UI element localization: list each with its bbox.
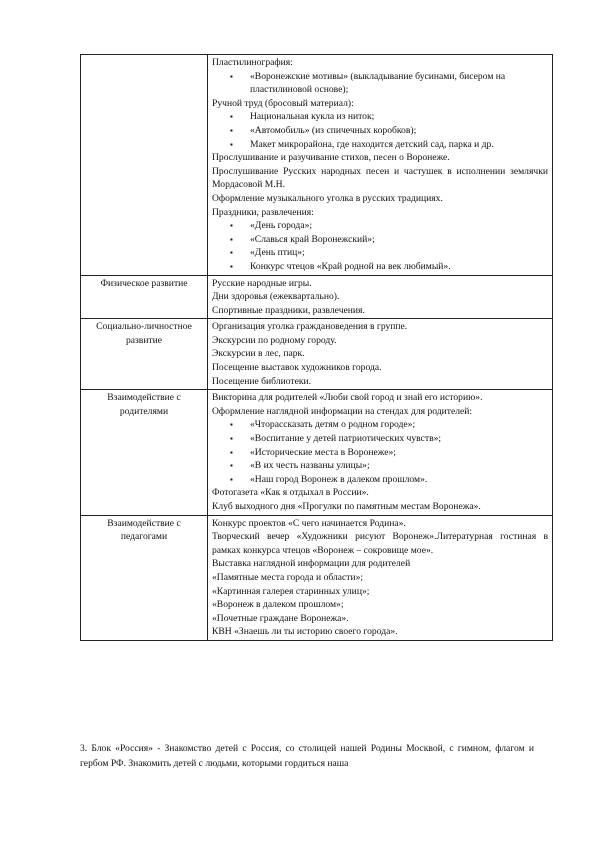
list-item bbox=[212, 246, 548, 260]
bullet-icon: ▪ bbox=[230, 112, 233, 122]
list-item bbox=[212, 70, 548, 97]
activity-line: Пластилинография: bbox=[212, 57, 293, 68]
section-label-cell bbox=[81, 319, 208, 390]
activity-line: Ручной труд (бросовый материал): bbox=[212, 97, 354, 109]
bullet-icon: ▪ bbox=[230, 261, 233, 271]
section-label-cell bbox=[81, 55, 208, 276]
activity-line: Викторина для родителей «Люби свой город и знай его историю». bbox=[212, 392, 483, 404]
section-label: Взаимодействие с педагогами bbox=[107, 517, 181, 543]
activity-line: Клуб выходного дня «Прогулки по памятным местам Воронежа». bbox=[212, 501, 481, 512]
list-item-text: Национальная кукла из ниток; bbox=[250, 111, 375, 123]
list-item-text: «День птиц»; bbox=[250, 247, 305, 259]
bullet-icon: ▪ bbox=[230, 221, 233, 231]
list-item bbox=[212, 233, 548, 247]
activity-line: Посещение библиотеки. bbox=[212, 375, 312, 387]
table-row bbox=[81, 55, 553, 276]
list-item-text: «Воронежские мотивы» (выкладывание бусинами, бисером на пластилиновой основе); bbox=[250, 70, 506, 96]
activity-line: Спортивные праздники, развлечения. bbox=[212, 304, 365, 316]
activities-cell bbox=[208, 55, 553, 276]
list-item bbox=[212, 110, 548, 124]
list-item-text: Конкурс чтецов «Край родной на век любимый». bbox=[250, 260, 451, 272]
list-item bbox=[212, 473, 548, 487]
bullet-icon: ▪ bbox=[230, 434, 233, 444]
activity-line: «Почетные граждане Воронежа». bbox=[212, 612, 349, 624]
section-label-cell bbox=[81, 275, 208, 319]
activity-line: Оформление музыкального уголка в русских традициях. bbox=[212, 192, 443, 204]
activity-line: Экскурсии по родному городу. bbox=[212, 334, 337, 346]
bullet-icon: ▪ bbox=[230, 474, 233, 484]
section-label-cell bbox=[81, 515, 208, 640]
list-item bbox=[212, 432, 548, 446]
activities-cell bbox=[208, 319, 553, 390]
list-item-text: «Автомобиль» (из спичечных коробков); bbox=[250, 124, 417, 136]
activity-line: КВН «Знаешь ли ты историю своего города». bbox=[212, 626, 398, 638]
bullet-icon: ▪ bbox=[230, 234, 233, 244]
list-item-text: «Чторассказать детям о родном городе»; bbox=[250, 419, 416, 431]
activity-line: Творческий вечер «Художники рисуют Воронеж».Литературная гостиная в рамках конкурса чтецов «Воронеж – сокровище мое». bbox=[212, 531, 548, 556]
list-item-text: Макет микрорайона, где находится детский сад, парка и др. bbox=[250, 138, 494, 150]
table-row bbox=[81, 515, 553, 640]
footer-paragraph: 3. Блок «Россия» - Знакомство детей с Россия, со столицей нашей Родины Москвой, с гимном, флагом и гербом РФ. Знакомить детей с людьми, которыми гордиться наша bbox=[80, 743, 534, 769]
bullet-icon: ▪ bbox=[230, 461, 233, 471]
bullet-icon: ▪ bbox=[230, 139, 233, 149]
section-label: Физическое развитие bbox=[100, 277, 188, 289]
section-label-cell bbox=[81, 390, 208, 515]
bullet-icon: ▪ bbox=[230, 125, 233, 135]
bullet-list bbox=[212, 110, 548, 151]
activity-line: «Картинная галерея старинных улиц»; bbox=[212, 585, 370, 597]
activities-cell bbox=[208, 390, 553, 515]
activity-line: Дни здоровья (ежеквартально). bbox=[212, 291, 340, 303]
activity-line: Конкурс проектов «С чего начинается Родина». bbox=[212, 517, 406, 529]
section-label: Взаимодействие с родителями bbox=[107, 392, 181, 417]
activity-line: Организация уголка граждановедения в группе. bbox=[212, 321, 408, 333]
section-label: Социально-личностное развитие bbox=[96, 321, 192, 346]
activity-line: Прослушивание Русских народных песен и частушек в исполнении землячки Мордасовой М.Н. bbox=[212, 165, 548, 191]
table-row bbox=[81, 319, 553, 390]
list-item bbox=[212, 138, 548, 152]
bullet-list bbox=[212, 219, 548, 273]
activity-line: Русские народные игры. bbox=[212, 277, 312, 289]
list-item bbox=[212, 124, 548, 138]
activity-line: Фотогазета «Как я отдыхал в России». bbox=[212, 487, 369, 499]
activity-line: Оформление наглядной информации на стендах для родителей: bbox=[212, 405, 473, 417]
list-item bbox=[212, 459, 548, 473]
bullet-icon: ▪ bbox=[230, 420, 233, 430]
bullet-list bbox=[212, 70, 548, 97]
list-item-text: «Воспитание у детей патриотических чувств»; bbox=[250, 433, 442, 445]
list-item bbox=[212, 219, 548, 233]
activity-line: Выставка наглядной информации для родителей bbox=[212, 558, 411, 570]
activities-cell bbox=[208, 515, 553, 640]
bullet-icon: ▪ bbox=[230, 248, 233, 258]
table-row bbox=[81, 390, 553, 515]
list-item bbox=[212, 418, 548, 432]
list-item bbox=[212, 260, 548, 274]
table-row bbox=[81, 275, 553, 319]
list-item-text: «День города»; bbox=[250, 220, 313, 232]
list-item-text: «Исторические места в Воронеже»; bbox=[250, 446, 396, 458]
activity-line: Посещение выставок художников города. bbox=[212, 362, 382, 374]
activity-line: «Памятные места города и области»; bbox=[212, 571, 364, 583]
list-item-text: «В их честь названы улицы»; bbox=[250, 460, 370, 472]
bullet-list bbox=[212, 418, 548, 486]
bullet-icon: ▪ bbox=[230, 447, 233, 457]
plan-table bbox=[80, 54, 553, 641]
activities-cell bbox=[208, 275, 553, 319]
activity-line: Экскурсии в лес, парк. bbox=[212, 348, 305, 360]
activity-line: «Воронеж в далеком прошлом»; bbox=[212, 599, 344, 611]
list-item bbox=[212, 446, 548, 460]
plan-table-body bbox=[81, 55, 553, 641]
activity-line: Праздники, развлечения: bbox=[212, 206, 314, 218]
activity-line: Прослушивание и разучивание стихов, песен о Воронеже. bbox=[212, 152, 450, 164]
list-item-text: «Наш город Воронеж в далеком прошлом». bbox=[250, 473, 428, 485]
bullet-icon: ▪ bbox=[230, 71, 233, 81]
list-item-text: «Славься край Воронежский»; bbox=[250, 233, 375, 245]
